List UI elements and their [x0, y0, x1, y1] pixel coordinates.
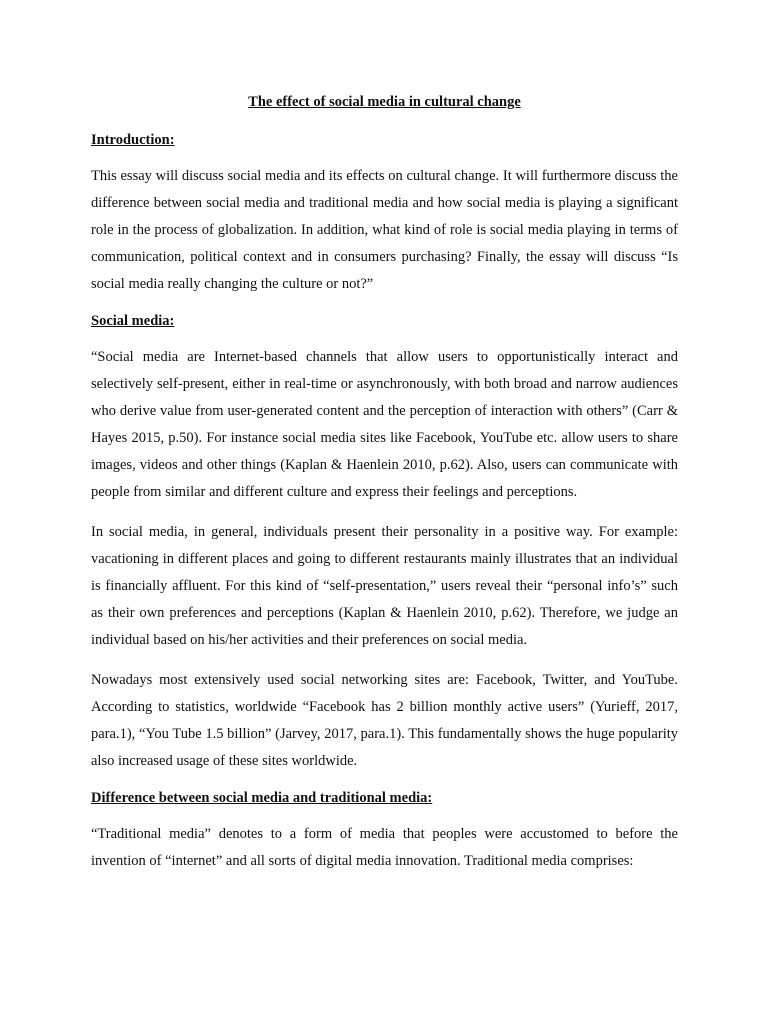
section-introduction — [91, 130, 678, 298]
paragraph: This essay will discuss social media and its effects on cultural change. It will furthermore discuss the difference between social media and traditional media and how social media is playing a significant role in the process of globalization. In addition, what kind of role is social media playing in terms of communication, political context and in consumers purchasing? Finally, the essay will discuss “Is social media really changing the culture or not?” — [91, 168, 678, 292]
paragraph: Nowadays most extensively used social networking sites are: Facebook, Twitter, and YouTube. According to statistics, worldwide “Facebook has 2 billion monthly active users” (Yurieff, 2017, para.1), “You Tube 1.5 billion” (Jarvey, 2017, para.1). This fundamentally shows the huge popularity also increased usage of these sites worldwide. — [91, 672, 678, 769]
paragraph: “Social media are Internet-based channels that allow users to opportunistically interact and selectively self-present, either in real-time or asynchronously, with both broad and narrow audiences who derive value from user-generated content and the perception of interaction with others” (Carr & Hayes 2015, p.50). For instance social media sites like Facebook, YouTube etc. allow users to share images, videos and other things (Kaplan & Haenlein 2010, p.62). Also, users can communicate with people from similar and different culture and express their feelings and perceptions. — [91, 349, 678, 500]
paragraph: In social media, in general, individuals present their personality in a positive way. For example: vacationing in different places and going to different restaurants mainly illustrates that an individual is financially affluent. For this kind of “self-presentation,” users reveal their “personal info’s” such as their own preferences and perceptions (Kaplan & Haenlein 2010, p.62). Therefore, we judge an individual based on his/her activities and their preferences on social media. — [91, 524, 678, 648]
section-difference — [91, 788, 678, 875]
section-heading: Introduction: — [91, 132, 175, 148]
document-title: The effect of social media in cultural change — [248, 94, 521, 110]
section-heading: Social media: — [91, 313, 175, 329]
paragraph: “Traditional media” denotes to a form of media that peoples were accustomed to before the invention of “internet” and all sorts of digital media innovation. Traditional media comprises: — [91, 826, 678, 869]
section-social-media — [91, 311, 678, 775]
section-heading: Difference between social media and traditional media: — [91, 790, 433, 806]
